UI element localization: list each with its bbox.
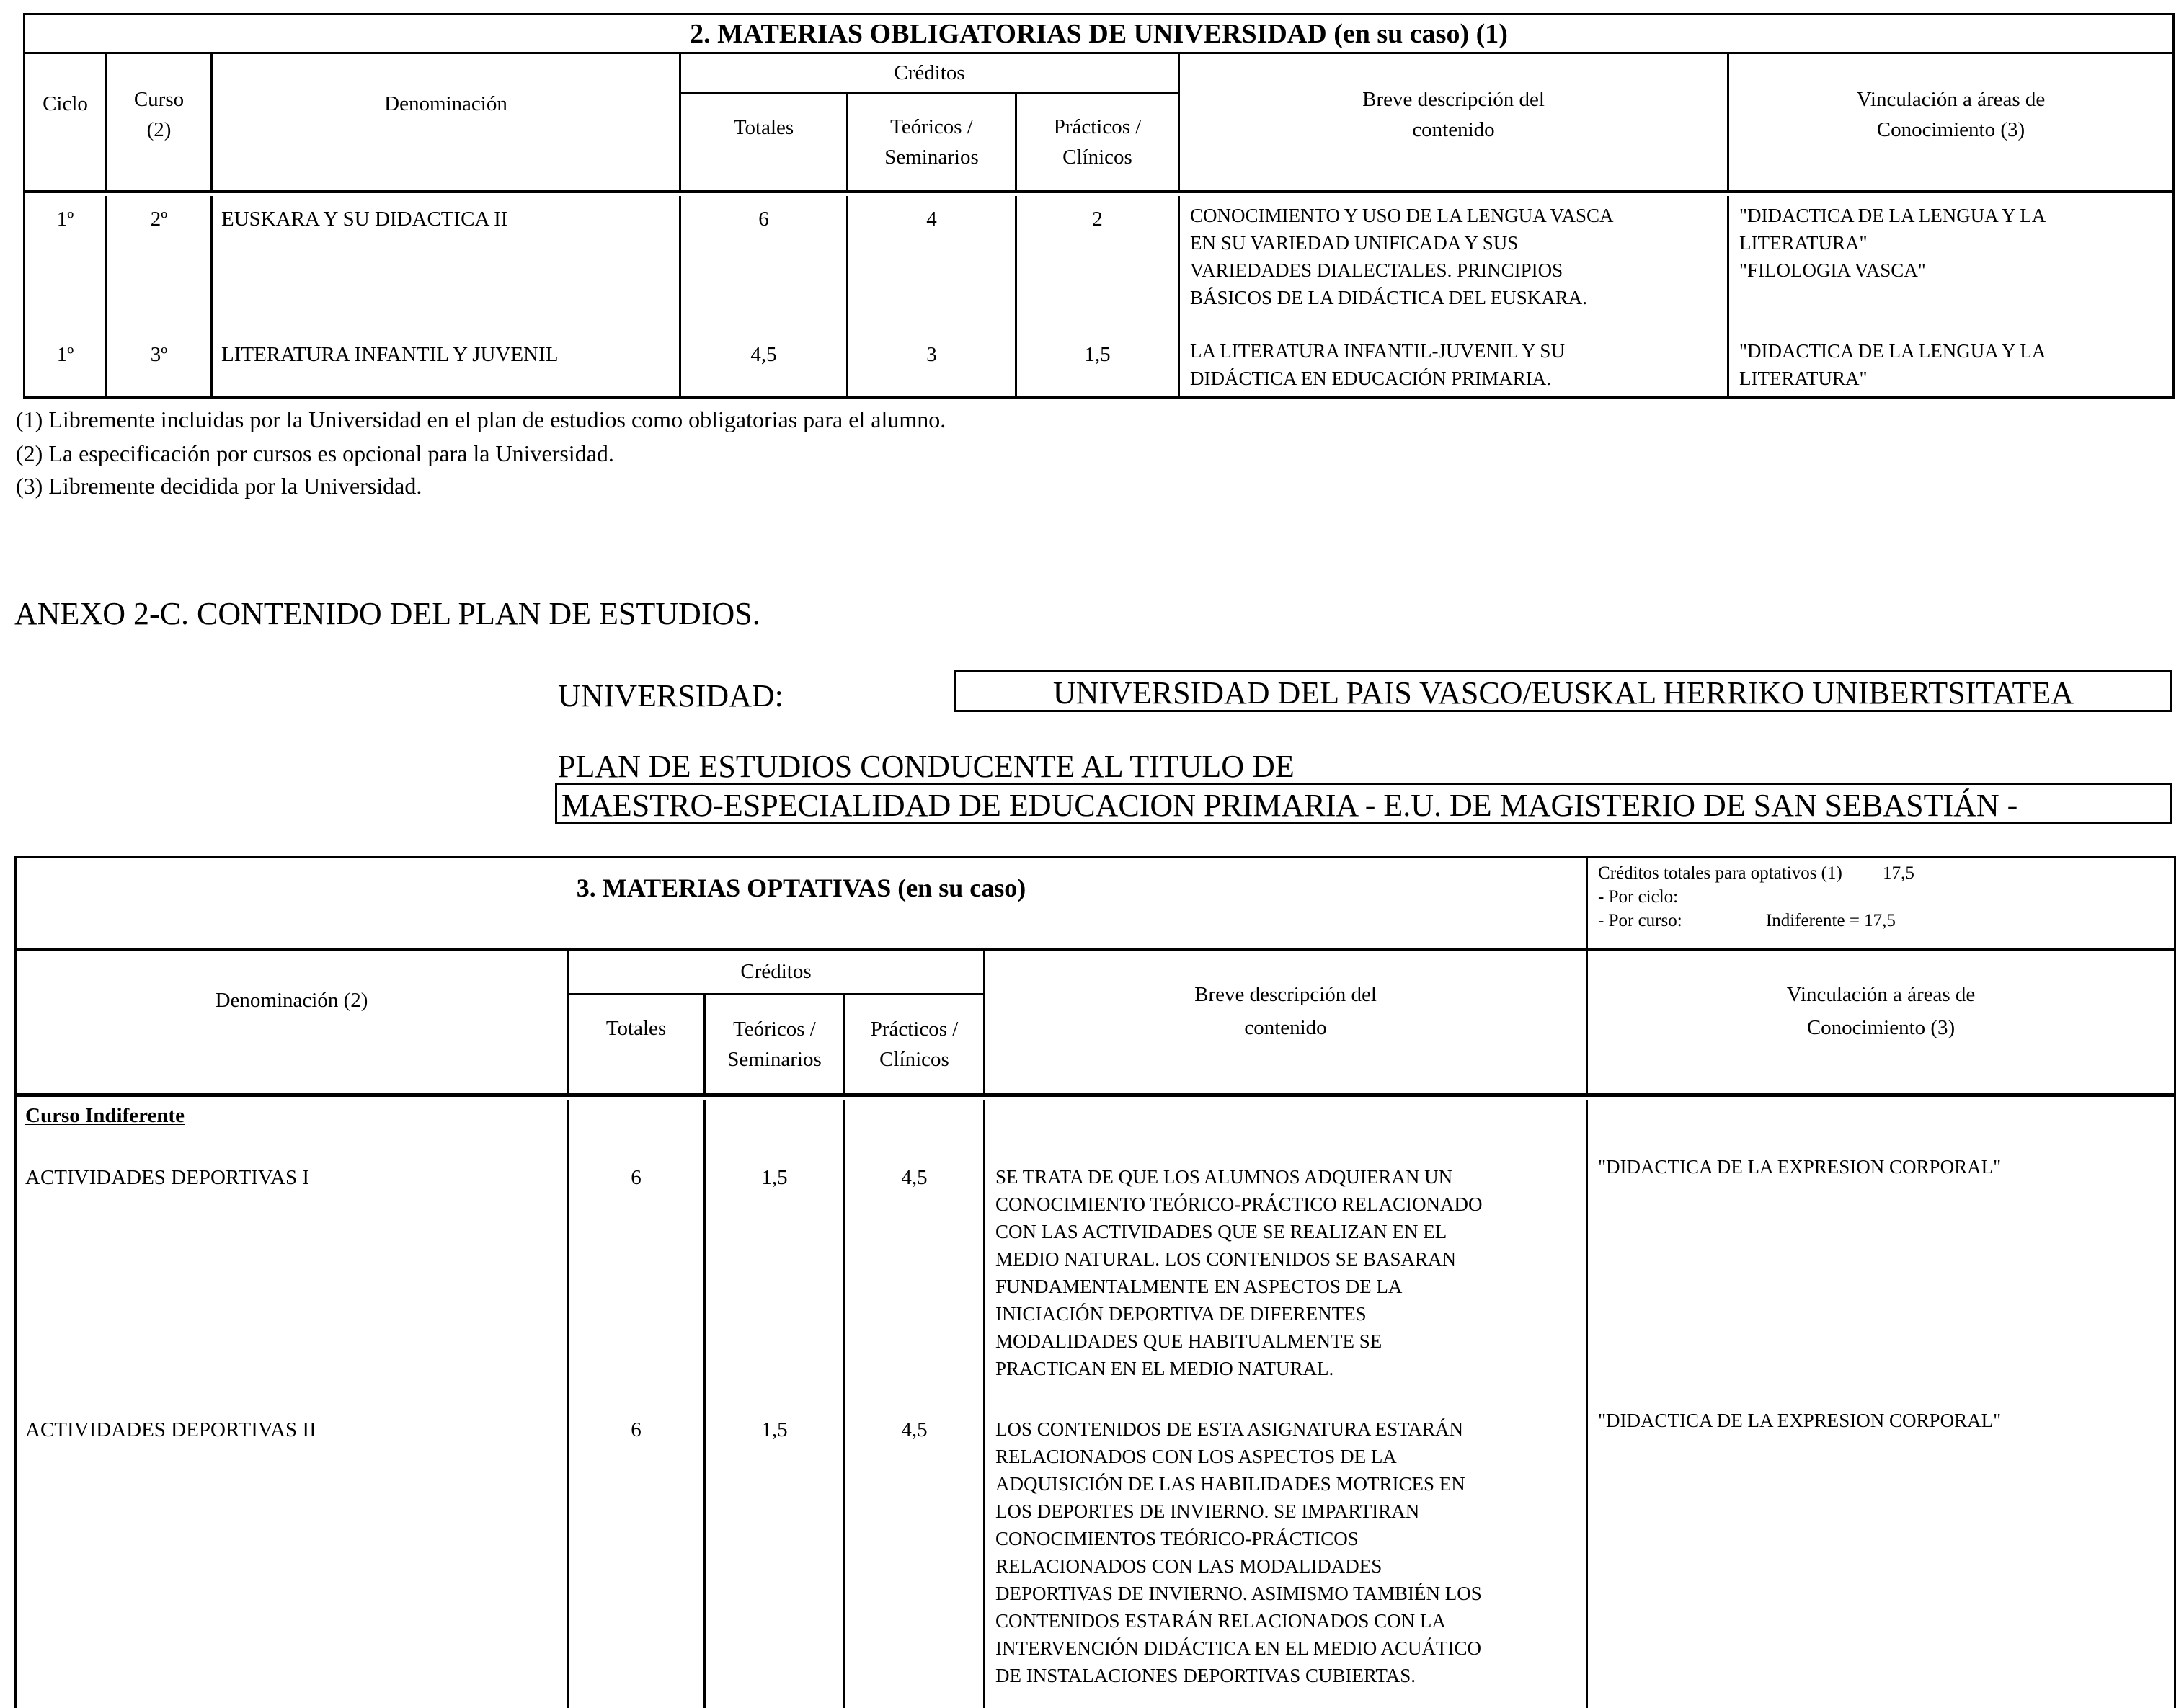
vinc-line: "FILOLOGIA VASCA" xyxy=(1739,259,1926,281)
row-ciclo: 1º xyxy=(25,196,107,332)
header-practicos-line1: Prácticos / xyxy=(1053,115,1142,138)
header2-practicos xyxy=(845,995,985,1095)
row-denominacion: ACTIVIDADES DEPORTIVAS II xyxy=(16,1405,568,1708)
obligatorias-table xyxy=(23,13,2175,399)
header-denominacion-label: Denominación xyxy=(384,92,507,115)
desc-line: CON LAS ACTIVIDADES QUE SE REALIZAN EN EL xyxy=(995,1220,1447,1242)
desc-line: INICIACIÓN DEPORTIVA DE DIFERENTES xyxy=(995,1302,1367,1325)
desc-line: ADQUISICIÓN DE LAS HABILIDADES MOTRICES EN xyxy=(995,1472,1465,1495)
vinc-line: "DIDACTICA DE LA LENGUA Y LA xyxy=(1739,339,2046,362)
header-teoricos-line2: Seminarios xyxy=(884,146,979,169)
desc-line: DIDÁCTICA EN EDUCACIÓN PRIMARIA. xyxy=(1190,367,1552,389)
credits-por-curso-label: - Por curso: xyxy=(1598,911,1682,930)
header-curso-note: (2) xyxy=(146,118,172,141)
credits-por-ciclo: - Por ciclo: xyxy=(1598,887,1679,907)
row-teoricos: 1,5 xyxy=(705,1146,845,1405)
header-practicos xyxy=(1016,94,1179,192)
table-row xyxy=(16,1146,2175,1405)
row-descripcion xyxy=(985,1405,1587,1708)
annex-title: ANEXO 2-C. CONTENIDO DEL PLAN DE ESTUDIOS. xyxy=(14,596,760,631)
desc-line: EN SU VARIEDAD UNIFICADA Y SUS xyxy=(1190,231,1519,254)
credits-total-label: Créditos totales para optativos (1) xyxy=(1598,863,1842,883)
header2-vinculacion-line2: Conocimiento (3) xyxy=(1806,1016,1956,1039)
row-vinculacion: "DIDACTICA DE LA EXPRESION CORPORAL" xyxy=(1587,1405,2175,1708)
plan-value: MAESTRO-ESPECIALIDAD DE EDUCACION PRIMARIA - E.U. DE MAGISTERIO DE SAN SEBASTIÁN - xyxy=(555,783,2172,824)
footnote-1: (1) Libremente incluidas por la Universidad en el plan de estudios como obligatorias para el alumno. xyxy=(16,406,946,432)
header2-teoricos-line1: Teóricos / xyxy=(733,1018,816,1041)
row-denominacion: LITERATURA INFANTIL Y JUVENIL xyxy=(212,332,680,398)
vinc-line: LITERATURA" xyxy=(1739,367,1868,389)
plan-label: PLAN DE ESTUDIOS CONDUCENTE AL TITULO DE xyxy=(558,749,1295,784)
header-creditos: Créditos xyxy=(680,53,1179,94)
header2-totales-label: Totales xyxy=(605,1016,667,1040)
footnote-3: (3) Libremente decidida por la Universidad. xyxy=(16,473,422,499)
credits-info xyxy=(1587,858,2175,950)
credits-total-value: 17,5 xyxy=(1883,863,1914,883)
row-totales: 6 xyxy=(568,1405,705,1708)
header2-descripcion-line2: contenido xyxy=(1244,1016,1327,1039)
row-curso: 2º xyxy=(107,196,212,332)
header-vinculacion xyxy=(1728,53,2174,192)
row-totales: 6 xyxy=(680,196,848,332)
header2-creditos: Créditos xyxy=(568,950,985,995)
credits-por-curso-value: Indiferente = 17,5 xyxy=(1765,911,1896,930)
row-denominacion: EUSKARA Y SU DIDACTICA II xyxy=(212,196,680,332)
header-descripcion-line1: Breve descripción del xyxy=(1362,88,1545,111)
row-denominacion: ACTIVIDADES DEPORTIVAS I xyxy=(16,1146,568,1405)
table-row xyxy=(25,196,2174,332)
header-vinculacion-line2: Conocimiento (3) xyxy=(1876,118,2025,141)
desc-line: CONOCIMIENTO TEÓRICO-PRÁCTICO RELACIONADO xyxy=(995,1193,1483,1215)
header2-teoricos xyxy=(705,995,845,1095)
credits-por-curso xyxy=(1598,909,2164,933)
obligatorias-title: 2. MATERIAS OBLIGATORIAS DE UNIVERSIDAD (en su caso) (1) xyxy=(25,14,2174,53)
header-denominacion xyxy=(212,53,680,192)
table-row xyxy=(25,332,2174,398)
header2-descripcion-line1: Breve descripción del xyxy=(1194,983,1377,1006)
row-ciclo: 1º xyxy=(25,332,107,398)
header2-vinculacion xyxy=(1587,950,2175,1095)
header-ciclo-label: Ciclo xyxy=(43,92,88,115)
row-teoricos: 1,5 xyxy=(705,1405,845,1708)
desc-line: VARIEDADES DIALECTALES. PRINCIPIOS xyxy=(1190,259,1563,281)
header2-practicos-line2: Clínicos xyxy=(879,1048,949,1071)
optativas-title-text: 3. MATERIAS OPTATIVAS (en su caso) xyxy=(576,873,1026,902)
header-practicos-line2: Clínicos xyxy=(1062,146,1132,169)
desc-line: LOS DEPORTES DE INVIERNO. SE IMPARTIRAN xyxy=(995,1500,1420,1522)
vinc-line: "DIDACTICA DE LA LENGUA Y LA xyxy=(1739,204,2046,226)
header2-teoricos-line2: Seminarios xyxy=(727,1048,822,1071)
row-totales: 4,5 xyxy=(680,332,848,398)
vinc-line: LITERATURA" xyxy=(1739,231,1868,254)
row-practicos: 4,5 xyxy=(845,1405,985,1708)
header2-practicos-line1: Prácticos / xyxy=(870,1018,959,1041)
desc-line: MODALIDADES QUE HABITUALMENTE SE xyxy=(995,1330,1382,1352)
optativas-table xyxy=(14,856,2176,1708)
group-label xyxy=(16,1100,568,1146)
desc-line: DEPORTIVAS DE INVIERNO. ASIMISMO TAMBIÉN LOS xyxy=(995,1582,1482,1604)
row-descripcion xyxy=(985,1146,1587,1405)
desc-line: CONOCIMIENTO Y USO DE LA LENGUA VASCA xyxy=(1190,204,1614,226)
group-label-text: Curso Indiferente xyxy=(25,1103,185,1127)
header-curso xyxy=(107,53,212,192)
header-descripcion xyxy=(1179,53,1728,192)
desc-line: INTERVENCIÓN DIDÁCTICA EN EL MEDIO ACUÁTICO xyxy=(995,1637,1482,1659)
row-teoricos: 4 xyxy=(848,196,1016,332)
optativas-title xyxy=(16,858,1587,950)
universidad-value: UNIVERSIDAD DEL PAIS VASCO/EUSKAL HERRIKO UNIBERTSITATEA xyxy=(954,670,2172,712)
header-teoricos-line1: Teóricos / xyxy=(890,115,973,138)
header2-denominacion: Denominación (2) xyxy=(16,950,568,1095)
header-totales xyxy=(680,94,848,192)
desc-line: DE INSTALACIONES DEPORTIVAS CUBIERTAS. xyxy=(995,1664,1416,1686)
row-totales: 6 xyxy=(568,1146,705,1405)
row-vinculacion: "DIDACTICA DE LA EXPRESION CORPORAL" xyxy=(1587,1146,2175,1405)
row-vinculacion xyxy=(1728,196,2174,332)
header2-totales xyxy=(568,995,705,1095)
header-vinculacion-line1: Vinculación a áreas de xyxy=(1856,88,2046,111)
universidad-label: UNIVERSIDAD: xyxy=(558,678,784,713)
desc-line: CONTENIDOS ESTARÁN RELACIONADOS CON LA xyxy=(995,1609,1446,1632)
desc-line: CONOCIMIENTOS TEÓRICO-PRÁCTICOS xyxy=(995,1527,1359,1549)
desc-line: LA LITERATURA INFANTIL-JUVENIL Y SU xyxy=(1190,339,1565,362)
row-practicos: 4,5 xyxy=(845,1146,985,1405)
row-descripcion xyxy=(1179,332,1728,398)
row-practicos: 1,5 xyxy=(1016,332,1179,398)
header-descripcion-line2: contenido xyxy=(1412,118,1495,141)
row-curso: 3º xyxy=(107,332,212,398)
header-ciclo xyxy=(25,53,107,192)
header-curso-label: Curso xyxy=(133,88,185,111)
header-totales-label: Totales xyxy=(733,115,794,139)
desc-line: FUNDAMENTALMENTE EN ASPECTOS DE LA xyxy=(995,1275,1403,1297)
header2-descripcion xyxy=(985,950,1587,1095)
credits-total xyxy=(1598,861,2164,885)
desc-line: BÁSICOS DE LA DIDÁCTICA DEL EUSKARA. xyxy=(1190,286,1588,308)
footnote-2: (2) La especificación por cursos es opcional para la Universidad. xyxy=(16,440,614,466)
desc-line: RELACIONADOS CON LAS MODALIDADES xyxy=(995,1554,1382,1577)
row-vinculacion xyxy=(1728,332,2174,398)
desc-line: MEDIO NATURAL. LOS CONTENIDOS SE BASARAN xyxy=(995,1247,1457,1270)
header2-vinculacion-line1: Vinculación a áreas de xyxy=(1786,983,1976,1006)
header-teoricos xyxy=(848,94,1016,192)
desc-line: SE TRATA DE QUE LOS ALUMNOS ADQUIERAN UN xyxy=(995,1165,1453,1188)
row-teoricos: 3 xyxy=(848,332,1016,398)
row-practicos: 2 xyxy=(1016,196,1179,332)
desc-line: RELACIONADOS CON LOS ASPECTOS DE LA xyxy=(995,1445,1397,1467)
table-row xyxy=(16,1405,2175,1708)
row-descripcion xyxy=(1179,196,1728,332)
desc-line: PRACTICAN EN EL MEDIO NATURAL. xyxy=(995,1357,1334,1379)
desc-line: LOS CONTENIDOS DE ESTA ASIGNATURA ESTARÁN xyxy=(995,1418,1463,1440)
